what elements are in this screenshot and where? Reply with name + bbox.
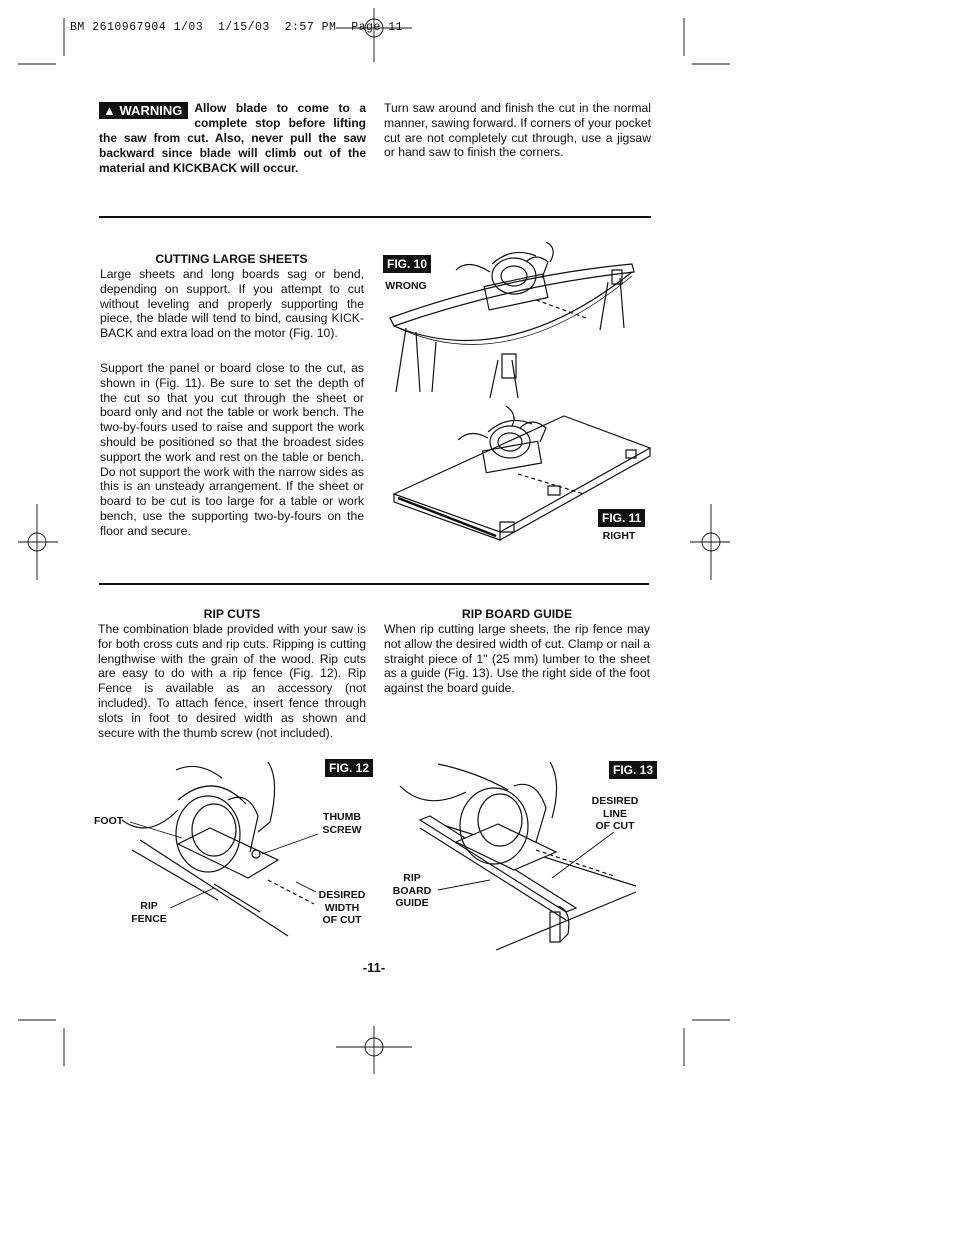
warning-badge: ▲ WARNING [99, 102, 188, 119]
warning-triangle-icon: ▲ [103, 103, 116, 118]
fig10-illustration [386, 242, 652, 402]
rip-cuts-text: The combination blade provided with your saw is for both cross cuts and rip cuts. Ripping is cutting lengthwise with the grain of the wood. Rip cuts are easy to do with a rip fence (Fig. 12). Rip Fence is available as an accessory (not included). To attach fence, insert fence through slots in foot to desired width as shown and secure with the thumb screw (not included). [98, 622, 366, 740]
fig11-label: FIG. 11 [598, 509, 645, 527]
fig12-foot-label: FOOT [94, 815, 124, 827]
section-rule-1 [99, 216, 651, 218]
print-slug: BM 2610967904 1/03 1/15/03 2:57 PM Page 11 [70, 21, 404, 34]
warning-block [99, 101, 366, 176]
fig10-caption: WRONG [385, 280, 427, 292]
rip-board-guide-heading: RIP BOARD GUIDE [461, 607, 573, 621]
fig13-label: FIG. 13 [609, 761, 657, 779]
rip-cuts-heading: RIP CUTS [203, 607, 261, 621]
fig13-rip-board-guide-label: RIP BOARD GUIDE [392, 872, 432, 909]
fig10-label: FIG. 10 [383, 255, 431, 273]
cutting-large-sheets-heading: CUTTING LARGE SHEETS [155, 252, 308, 266]
fig12-rip-fence-label: RIP FENCE [131, 900, 167, 925]
section-rule-2 [99, 583, 649, 585]
fig13-desired-line-label: DESIRED LINE OF CUT [591, 795, 639, 832]
fig12-thumb-screw-label: THUMB SCREW [322, 811, 362, 836]
fig13-illustration [396, 762, 640, 952]
fig12-label: FIG. 12 [325, 759, 373, 777]
large-sheets-paragraph-1: Large sheets and long boards sag or bend, depending on support. If you attempt to cut without leveling and properly supporting the piece, the blade will tend to bind, causing KICK-BACK and extra load on the motor (Fig. 10). [100, 267, 364, 341]
fig12-desired-width-label: DESIRED WIDTH OF CUT [318, 889, 366, 926]
rip-board-guide-text: When rip cutting large sheets, the rip fence may not allow the desired width of cut. Clamp or nail a straight piece of 1" (25 mm) lumber to the sheet as a guide (Fig. 13). Use the right side of the foot against the board guide. [384, 622, 650, 696]
pocket-cut-text: Turn saw around and finish the cut in the normal manner, sawing forward. If corners of your pocket cut are not completely cut through, use a jigsaw or hand saw to finish the corners. [384, 101, 651, 160]
fig11-caption: RIGHT [602, 530, 636, 542]
large-sheets-paragraph-2: Support the panel or board close to the cut, as shown in (Fig. 11). Be sure to set the depth of the cut so that you cut through the sheet or board only and not the table or work bench. The two-by-fours used to raise and support the work should be positioned so that the broadest sides support the work and rest on the table or bench. Do not support the work with the narrow sides as this is an unsteady arrangement. If the sheet or board to be cut is too large for a table or work bench, use the supporting two-by-fours on the floor and secure. [100, 361, 364, 538]
warning-text: Allow blade to come to a complete stop before lifting the saw from cut. Also, never pull the saw backward since blade will climb out of the material and KICKBACK will occur. [99, 101, 366, 175]
page-number: -11- [362, 960, 386, 975]
